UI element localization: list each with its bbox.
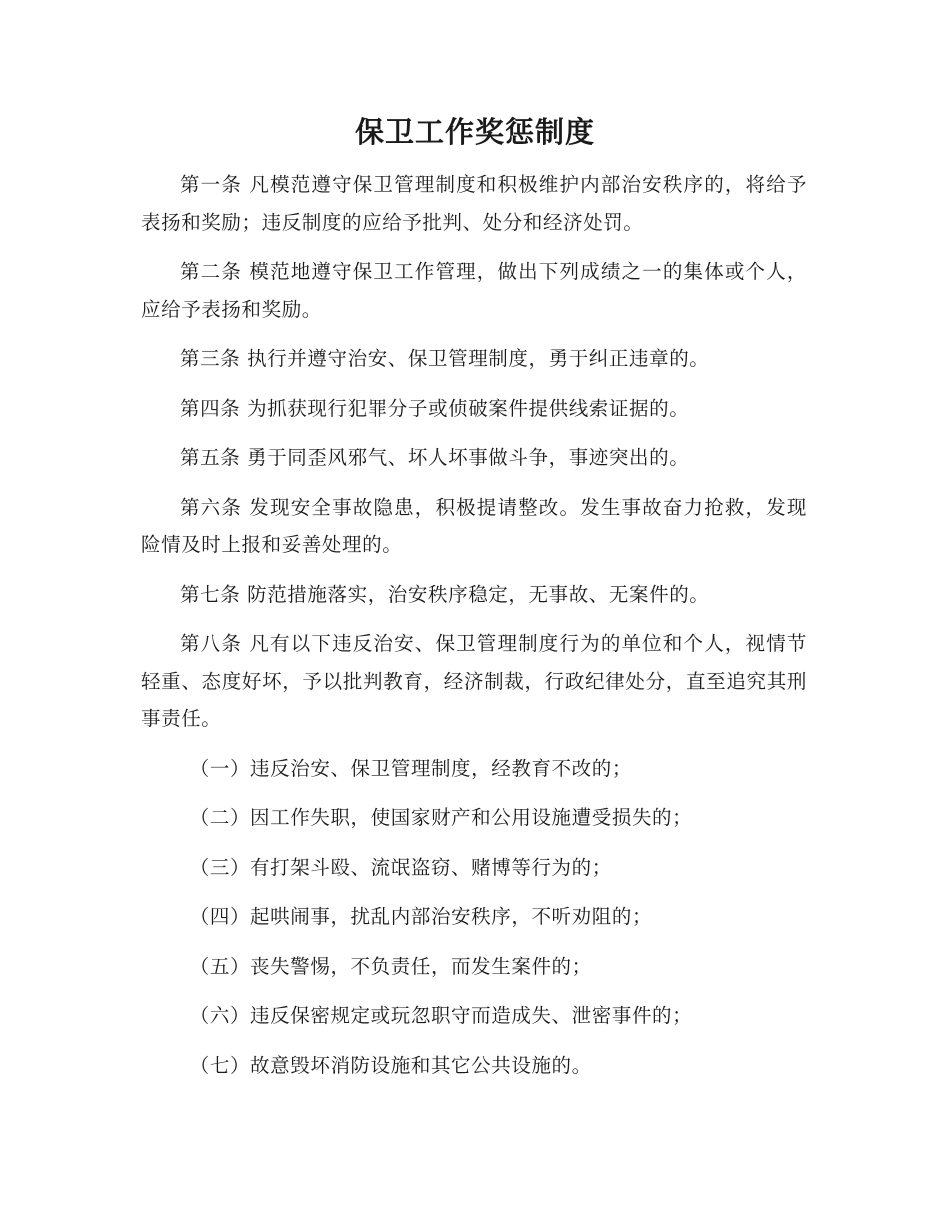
article-1: 第一条 凡模范遵守保卫管理制度和积极维护内部治安秩序的，将给予表扬和奖励；违反制度的应给予批判、处分和经济处罚。	[141, 173, 807, 234]
list-item-4: （四）起哄闹事，扰乱内部治安秩序，不听劝阻的；	[189, 905, 653, 928]
article-7: 第七条 防范措施落实，治安秩序稳定，无事故、无案件的。	[180, 582, 710, 606]
article-6: 第六条 发现安全事故隐患，积极提请整改。发生事故奋力抢救，发现险情及时上报和妥善处理的。	[141, 495, 807, 556]
article-5: 第五条 勇于同歪风邪气、坏人坏事做斗争，事迹突出的。	[180, 446, 690, 469]
list-item-5: （五）丧失警惕，不负责任，而发生案件的；	[189, 954, 592, 978]
article-4: 第四条 为抓获现行犯罪分子或侦破案件提供线索证据的。	[180, 396, 690, 420]
article-2: 第二条 模范地遵守保卫工作管理，做出下列成绩之一的集体或个人，应给予表扬和奖励。	[141, 260, 807, 321]
list-item-2: （二）因工作失职，使国家财产和公用设施遭受损失的；	[189, 806, 693, 829]
document-body	[141, 166, 807, 1096]
list-item-3: （三）有打架斗殴、流氓盗窃、赌博等行为的；	[189, 855, 612, 879]
document-title: 保卫工作奖惩制度	[354, 115, 595, 149]
article-3: 第三条 执行并遵守治安、保卫管理制度，勇于纠正违章的。	[180, 347, 710, 370]
article-8: 第八条 凡有以下违反治安、保卫管理制度行为的单位和个人，视情节轻重、态度好坏，予以批判教育，经济制裁，行政纪律处分，直至追究其刑事责任。	[141, 632, 807, 730]
list-item-6: （六）违反保密规定或玩忽职守而造成失、泄密事件的；	[189, 1004, 693, 1027]
list-item-7: （七）故意毁坏消防设施和其它公共设施的。	[189, 1053, 592, 1077]
list-item-1: （一）违反治安、保卫管理制度，经教育不改的；	[189, 756, 632, 780]
